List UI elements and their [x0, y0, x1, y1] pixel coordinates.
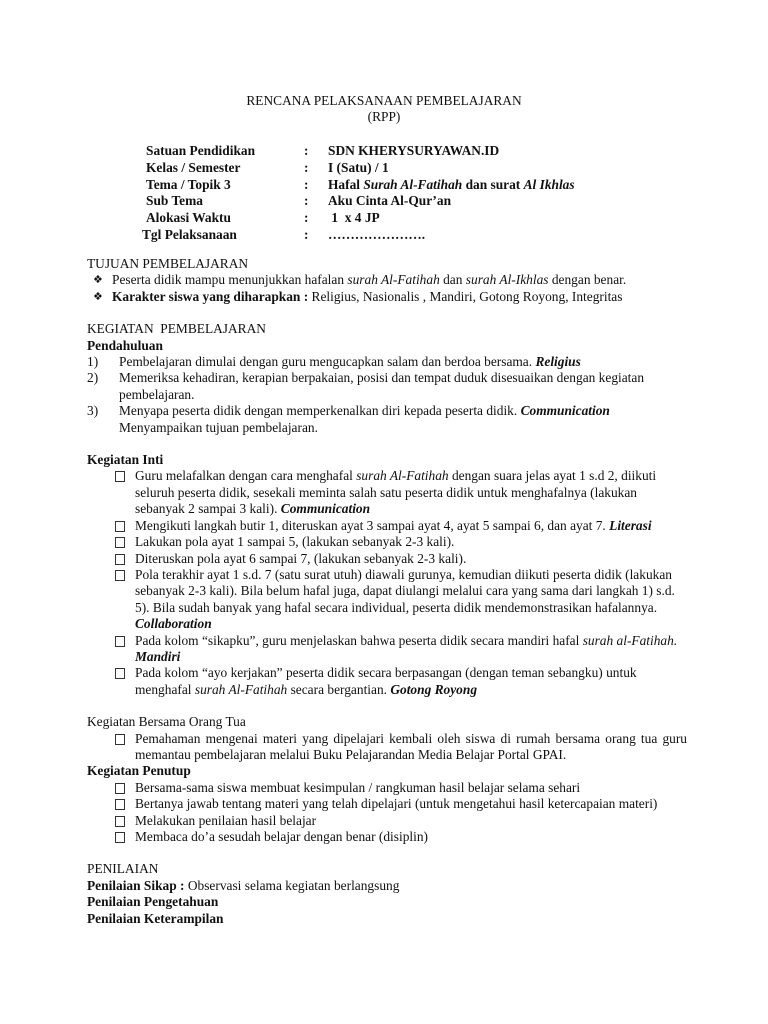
- section-heading: PENILAIAN: [87, 861, 159, 877]
- text: Peserta didik mampu menunjukkan hafalan: [112, 272, 348, 288]
- checkbox-item: [87, 829, 687, 845]
- surah-italic: surah Al-Ikhlas: [465, 272, 549, 288]
- info-label: Kelas / Semester: [146, 159, 241, 175]
- section-heading: KEGIATAN PEMBELAJARAN: [87, 321, 266, 337]
- text: dan: [439, 272, 466, 288]
- character-tag: Literasi: [609, 517, 652, 533]
- kegiatan-section: [87, 321, 687, 845]
- list-item: [87, 272, 687, 288]
- checkbox-icon: [115, 783, 125, 794]
- subsection-heading: Kegiatan Bersama Orang Tua: [87, 714, 246, 730]
- checkbox-item: [87, 567, 687, 633]
- info-value: ………………….: [328, 226, 426, 242]
- tema-surah-italic: Surah Al-Fatihah: [363, 176, 463, 192]
- list-item: [87, 289, 687, 305]
- checkbox-item: [87, 468, 687, 517]
- checkbox-item: [87, 780, 687, 796]
- item-text: Pada kolom “sikapku”, guru menjelaskan bahwa peserta didik secara mandiri hafal: [135, 632, 583, 648]
- checkbox-icon: [115, 816, 125, 827]
- item-number: 2): [87, 370, 99, 386]
- info-value: Aku Cinta Al-Qur’an: [328, 193, 452, 209]
- item-text: Mengikuti langkah butir 1, diteruskan ayat 3 sampai ayat 4, ayat 5 sampai 6, dan ayat 7.: [135, 517, 610, 533]
- checkbox-icon: [115, 799, 125, 810]
- tema-surah-italic: Al Ikhlas: [523, 176, 575, 192]
- penilaian-label: Penilaian Sikap :: [87, 877, 188, 893]
- info-colon: :: [304, 193, 309, 209]
- checkbox-item: [87, 731, 687, 764]
- penilaian-text: Observasi selama kegiatan berlangsung: [187, 877, 400, 893]
- info-label: Alokasi Waktu: [146, 210, 231, 226]
- tujuan-section: [87, 256, 687, 305]
- item-text: Pada kolom “ayo kerjakan” peserta didik secara berpasangan (dengan teman sebangku) untuk menghafal: [135, 665, 637, 697]
- surah-italic: surah Al-Fatihah: [356, 468, 449, 484]
- checkbox-icon: [115, 521, 125, 532]
- item-text: dengan suara jelas ayat 1 s.d 2, diikuti seluruh peserta didik, sesekali meminta salah satu peserta didik untuk menghafalnya (lakukan sebanyak 2 sampai 3 kali).: [135, 468, 657, 517]
- numbered-item: [87, 403, 687, 436]
- item-number: 1): [87, 354, 99, 370]
- surah-italic: surah Al-Fatihah: [347, 272, 440, 288]
- item-text: Menyampaikan tujuan pembelajaran.: [119, 419, 318, 435]
- diamond-bullet-icon: ❖: [93, 273, 103, 287]
- checkbox-icon: [115, 734, 125, 745]
- numbered-item: [87, 370, 687, 403]
- penilaian-section: [87, 861, 687, 927]
- item-number: 3): [87, 403, 99, 419]
- checkbox-item: [87, 551, 687, 567]
- checkbox-item: [87, 665, 687, 698]
- document-body: [87, 256, 687, 927]
- numbered-item: [87, 354, 687, 370]
- text: dengan benar.: [548, 272, 627, 288]
- karakter-label: Karakter siswa yang diharapkan: [112, 288, 301, 304]
- item-text: Memeriksa kehadiran, kerapian berpakaian, posisi dan tempat duduk disesuaikan dengan kegiatan pembelajaran.: [119, 370, 645, 402]
- checkbox-item: [87, 813, 687, 829]
- item-text: Diteruskan pola ayat 6 sampai 7, (lakukan sebanyak 2-3 kali).: [135, 550, 467, 566]
- item-text: Pola terakhir ayat 1 s.d. 7 (satu surat utuh) diawali gurunya, kemudian diikuti peserta didik (lakukan sebanyak 2-3 kali). Bila belum hafal juga, dapat diulangi melalui cara yang sama dari langkah 1) s.d. 5). Bila sudah banyak yang hafal secara individual, peserta didik mendemonstrasikan hafalannya.: [135, 566, 675, 615]
- item-text: secara bergantian.: [287, 681, 391, 697]
- info-value: I (Satu) / 1: [328, 159, 389, 175]
- subsection-heading: Pendahuluan: [87, 337, 163, 353]
- checkbox-icon: [115, 537, 125, 548]
- item-text: Pembelajaran dimulai dengan guru mengucapkan salam dan berdoa bersama.: [119, 354, 536, 370]
- info-label: Satuan Pendidikan: [146, 143, 256, 158]
- checkbox-item: [87, 796, 687, 812]
- info-colon: :: [304, 159, 309, 175]
- character-tag: Communication: [520, 403, 610, 419]
- info-value: 1 x 4 JP: [328, 210, 380, 226]
- info-value: SDN KHERYSURYAWAN.ID: [328, 143, 500, 158]
- tema-text: dan surat: [462, 176, 524, 192]
- item-text: Bertanya jawab tentang materi yang telah dipelajari (untuk mengetahui hasil ketercapaian materi): [135, 796, 658, 812]
- subsection-heading: Kegiatan Penutup: [87, 763, 191, 779]
- checkbox-icon: [115, 636, 125, 647]
- tema-text: Hafal: [328, 176, 364, 192]
- checkbox-icon: [115, 554, 125, 565]
- item-text: Lakukan pola ayat 1 sampai 5, (lakukan sebanyak 2-3 kali).: [135, 534, 455, 550]
- penilaian-keterampilan: Penilaian Keterampilan: [87, 910, 224, 926]
- character-tag: Collaboration: [135, 616, 212, 632]
- checkbox-icon: [115, 471, 125, 482]
- title-line-2: (RPP): [367, 109, 401, 124]
- checkbox-icon: [115, 832, 125, 843]
- surah-italic: surah al-Fatihah.: [582, 632, 678, 648]
- item-text: Melakukan penilaian hasil belajar: [135, 812, 317, 828]
- info-label: Sub Tema: [146, 193, 203, 209]
- subsection-heading: Kegiatan Inti: [87, 452, 164, 468]
- checkbox-item: [87, 633, 687, 666]
- title-line-1: RENCANA PELAKSANAAN PEMBELAJARAN: [246, 93, 522, 108]
- info-colon: :: [304, 210, 309, 226]
- item-text: Pemahaman mengenai materi yang dipelajari kembali oleh siswa di rumah bersama orang tua guru memantau pembelajaran melalui Buku Pelajarandan Media Belajar Portal GPAI.: [135, 730, 687, 762]
- item-text: Bersama-sama siswa membuat kesimpulan / rangkuman hasil belajar selama sehari: [135, 779, 581, 795]
- penilaian-sikap: [87, 878, 687, 894]
- info-label: Tema / Topik 3: [146, 176, 231, 192]
- surah-italic: surah Al-Fatihah: [194, 681, 288, 697]
- info-value: [328, 177, 575, 193]
- karakter-values: Religius, Nasionalis , Mandiri, Gotong Royong, Integritas: [311, 288, 623, 304]
- checkbox-icon: [115, 668, 125, 679]
- item-text: Membaca do’a sesudah belajar dengan benar (disiplin): [135, 829, 428, 844]
- character-tag: Mandiri: [135, 648, 181, 664]
- checkbox-item: [87, 518, 687, 534]
- item-text: Guru melafalkan dengan cara menghafal: [135, 468, 357, 484]
- diamond-bullet-icon: ❖: [93, 289, 103, 303]
- checkbox-icon: [115, 570, 125, 581]
- info-colon: :: [304, 176, 309, 192]
- character-tag: Gotong Royong: [390, 681, 478, 697]
- item-text: Menyapa peserta didik dengan memperkenalkan diri kepada peserta didik.: [119, 403, 521, 419]
- penilaian-pengetahuan: Penilaian Pengetahuan: [87, 894, 219, 910]
- info-colon: :: [304, 226, 309, 242]
- karakter-colon: :: [300, 288, 312, 304]
- info-label: Tgl Pelaksanaan: [142, 226, 237, 242]
- checkbox-item: [87, 534, 687, 550]
- info-colon: :: [304, 143, 309, 158]
- character-tag: Communication: [280, 501, 371, 517]
- section-heading: TUJUAN PEMBELAJARAN: [87, 256, 249, 271]
- character-tag: Religius: [535, 354, 581, 370]
